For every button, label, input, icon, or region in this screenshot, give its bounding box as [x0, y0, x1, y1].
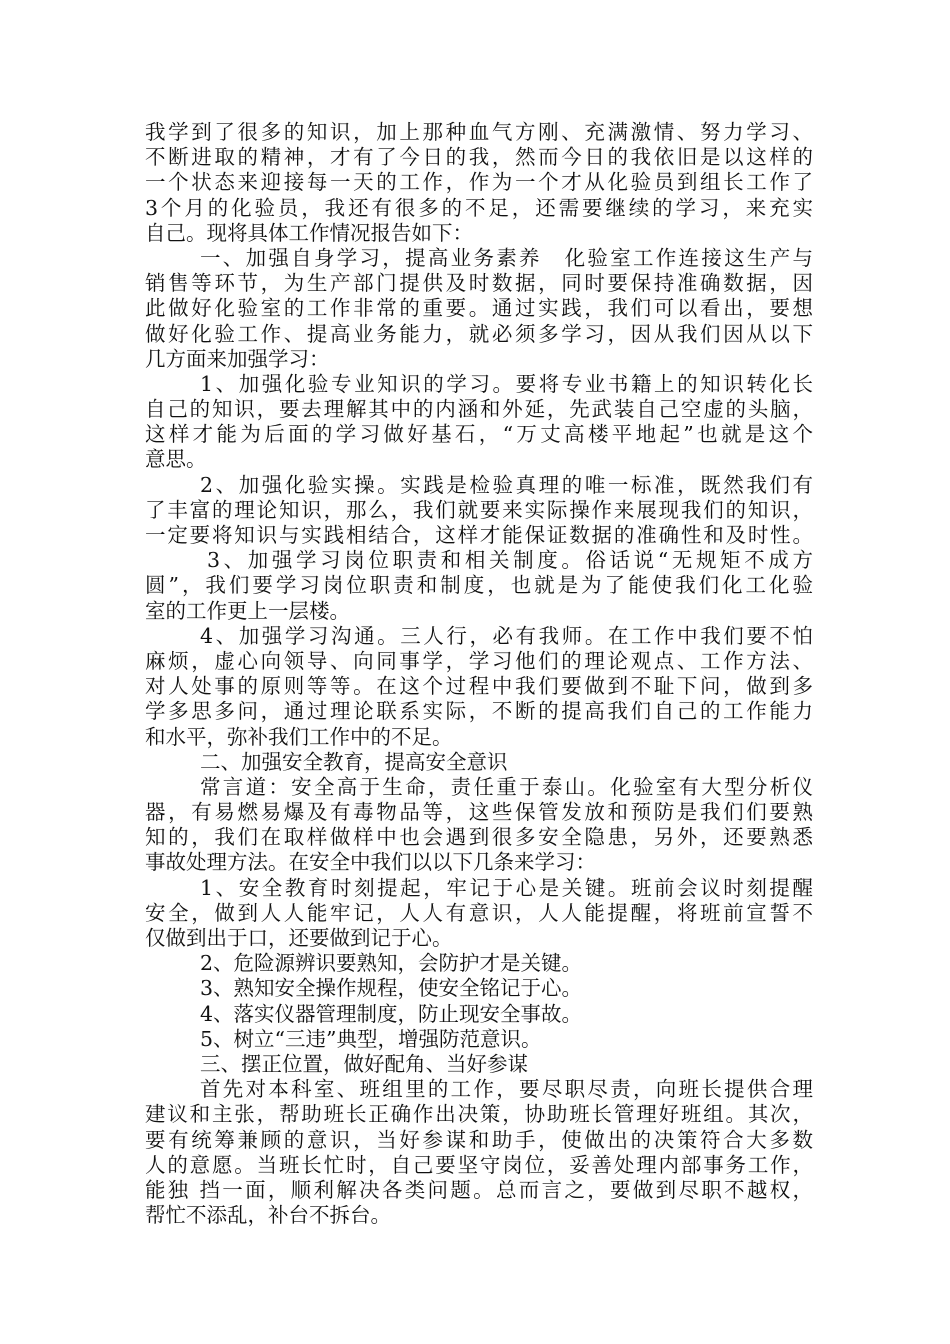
text-line: 自己的知识，要去理解其中的内涵和外延，先武装自己空虚的头脑，: [145, 397, 813, 422]
text-line: 4、落实仪器管理制度，防止现安全事故。: [200, 1001, 583, 1026]
text-line: 3、熟知安全操作规程，使安全铭记于心。: [200, 976, 583, 1001]
text-line: 人的意愿。当班长忙时，自己要坚守岗位，妥善处理内部事务工作，: [145, 1152, 813, 1177]
text-line: 器，有易燃易爆及有毒物品等，这些保管发放和预防是我们们要熟: [145, 800, 813, 825]
text-line: 销售等环节，为生产部门提供及时数据，同时要保持准确数据，因: [145, 271, 813, 296]
text-line: 学多思多问，通过理论联系实际，不断的提高我们自己的工作能力: [145, 699, 813, 724]
text-line: 了丰富的理论知识，那么，我们就要来实际操作来展现我们的知识，: [145, 497, 813, 522]
text-line: 做好化验工作、提高业务能力，就必须多学习，因从我们因从以下: [145, 321, 813, 346]
text-line: 建议和主张，帮助班长正确作出决策，协助班长管理好班组。其次，: [145, 1102, 813, 1127]
section-heading: 二、加强安全教育，提高安全意识: [200, 749, 508, 774]
text-line: 3个月的化验员，我还有很多的不足，还需要继续的学习，来充实: [145, 195, 813, 220]
text-line: 此做好化验室的工作非常的重要。通过实践，我们可以看出，要想: [145, 296, 813, 321]
text-line: 圆”，我们要学习岗位职责和制度，也就是为了能使我们化工化验: [145, 573, 813, 598]
text-line: 不断进取的精神，才有了今日的我，然而今日的我依旧是以这样的: [145, 145, 813, 170]
text-line: 2、加强化验实操。实践是检验真理的唯一标准，既然我们有: [200, 472, 813, 497]
text-line: 一个状态来迎接每一天的工作，作为一个才从化验员到组长工作了: [145, 170, 813, 195]
text-line: 一定要将知识与实践相结合，这样才能保证数据的准确性和及时性。: [145, 523, 813, 547]
text-line: 4、加强学习沟通。三人行，必有我师。在工作中我们要不怕: [200, 623, 813, 648]
text-line: 知的，我们在取样做样中也会遇到很多安全隐患，另外，还要熟悉: [145, 825, 813, 850]
text-line: 1、安全教育时刻提起，牢记于心是关键。班前会议时刻提醒: [200, 875, 813, 900]
text-line: 5、树立“三违”典型，增强防范意识。: [200, 1026, 542, 1051]
text-line: 安全，做到人人能牢记，人人有意识，人人能提醒，将班前宣誓不: [145, 900, 813, 925]
text-line: 这样才能为后面的学习做好基石，“万丈高楼平地起”也就是这个: [145, 422, 813, 447]
document-body: [145, 120, 813, 1228]
text-line: 自己。现将具体工作情况报告如下：: [145, 220, 473, 245]
text-line: 几方面来加强学习：: [145, 346, 330, 371]
text-line: 2、危险源辨识要熟知，会防护才是关键。: [200, 951, 583, 976]
text-line: 室的工作更上一层楼。: [145, 598, 350, 623]
text-line: 一、加强自身学习，提高业务素养 化验室工作连接这生产与: [200, 245, 813, 270]
text-line: 首先对本科室、班组里的工作，要尽职尽责，向班长提供合理: [200, 1077, 813, 1102]
text-line: 我学到了很多的知识，加上那种血气方刚、充满激情、努力学习、: [145, 120, 813, 144]
section-heading: 三、摆正位置，做好配角、当好参谋: [200, 1051, 528, 1076]
text-line: 意思。: [145, 447, 207, 472]
text-line: 帮忙不添乱，补台不拆台。: [145, 1203, 391, 1228]
text-line: 3、加强学习岗位职责和相关制度。俗话说“无规矩不成方: [207, 548, 813, 573]
text-line: 仅做到出于口，还要做到记于心。: [145, 926, 453, 950]
text-line: 麻烦，虚心向领导、向同事学，学习他们的理论观点、工作方法、: [145, 648, 813, 673]
text-line: 1、加强化验专业知识的学习。要将专业书籍上的知识转化长: [200, 371, 813, 396]
text-line: 事故处理方法。在安全中我们以以下几条来学习：: [145, 850, 596, 875]
text-line: 和水平，弥补我们工作中的不足。: [145, 724, 453, 749]
text-line: 对人处事的原则等等。在这个过程中我们要做到不耻下问，做到多: [145, 674, 813, 699]
text-line: 要有统筹兼顾的意识，当好参谋和助手，使做出的决策符合大多数: [145, 1127, 813, 1152]
text-line: 常言道：安全高于生命，责任重于泰山。化验室有大型分析仪: [200, 774, 813, 799]
text-line: 能独 挡一面，顺利解决各类问题。总而言之，要做到尽职不越权，: [145, 1177, 813, 1202]
